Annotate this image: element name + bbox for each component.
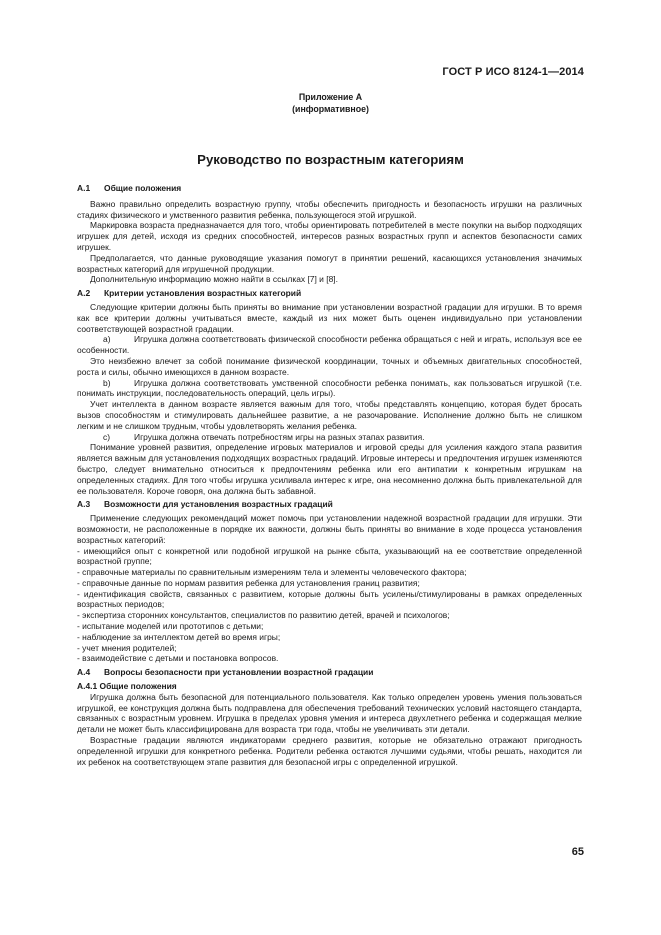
bullet-item: - идентификация свойств, связанных с развитием, которые должны быть усилены/стимулированы в рамках определенных возрастных периодов; [77,588,582,610]
paragraph: Дополнительную информацию можно найти в ссылках [7] и [8]. [90,274,338,285]
document-title: Руководство по возрастным категориям [197,152,464,167]
paragraph: Понимание уровней развития, определение игровых материалов и игровой среды для усиления каждого этапа развития является важным для установления подходящих возрастных градаций. Игровые интересы и предпочтения игрушек изменяются быстро, следует внимательно относиться к предпочтениям ребенка или его антипатии к конкретным игрушкам на определенных стадиях. Для того чтобы игрушка усиливала интерес к игре, она несомненно должна быть привлекательной для ее пользователя. Короче говоря, она должна быть забавной. [77,442,582,496]
paragraph: Это неизбежно влечет за собой понимание физической координации, точных и объемных двигательных способностей, роста и силы, обычно имеющихся в данном возрасте. [77,355,582,377]
page-number: 65 [571,846,584,858]
bullet-item: - испытание моделей или прототипов с детьми; [77,621,264,632]
subsection-heading-a41: А.4.1 Общие положения [77,681,177,692]
paragraph: Учет интеллекта в данном возрасте является важным для того, чтобы представлять концепцию, которая будет бросать вызов способностям и стимулировать дальнейшее развитие, а не разочарование. Исполнение должно быть не слишком легким и не слишком трудным, чтобы удовлетворять желания ребенка. [77,399,582,431]
annex-type: (информативное) [292,104,369,114]
bullet-item: - экспертиза сторонних консультантов, специалистов по развитию детей, врачей и психологов; [77,610,450,621]
bullet-item: - имеющийся опыт с конкретной или подобной игрушкой на рынке сбыта, указывающий на ее соответствие определенной возрастной группе; [77,545,582,567]
paragraph: Важно правильно определить возрастную группу, чтобы обеспечить пригодность и безопасность игрушки на различных стадиях физического и умственного развития ребенка, пользующегося этой игрушкой. [77,198,582,220]
bullet-item: - справочные данные по нормам развития ребенка для установления границ развития; [77,577,420,588]
bullet-item: - справочные материалы по сравнительным измерениям тела и элементы человеческого фактора; [77,567,467,578]
paragraph: Применение следующих рекомендаций может помочь при установлении надежной возрастной градации для игрушки. Эти возможности, не расположенные в порядке их важности, должны быть приняты во внимание в ходе процесса установления возрастных категорий: [77,513,582,545]
paragraph: Возрастные градации являются индикаторами среднего развития, которые не обязательно отражают пригодность определенной игрушки для конкретного ребенка. Родители ребенка остаются лучшими судьями, чтобы решать, находится ли их ребенок на соответствующем этапе развития для безопасной игры с определенной игрушкой. [77,735,582,767]
standard-code: ГОСТ Р ИСО 8124-1—2014 [442,66,584,78]
paragraph: Следующие критерии должны быть приняты во внимание при установлении возрастной градации для игрушки. В то время как все критерии должны учитываться вместе, каждый из них может быть оценен индивидуально при установлении соответствующей возрастной градации. [77,301,582,334]
list-item-c: с) Игрушка должна отвечать потребностям игры на разных этапах развития. [103,431,425,442]
section-heading-a1: А.1 Общие положения [77,183,182,193]
bullet-item: - наблюдение за интеллектом детей во время игры; [77,631,281,642]
section-heading-a3: А.3 Возможности для установления возрастных градаций [77,499,333,510]
list-item-b: b) Игрушка должна соответствовать умственной способности ребенка понимать, как пользоваться игрушкой (т.е. понимать инструкции, последовательность операций, цель игры). [77,377,582,399]
annex-title: Приложение А [298,92,363,102]
document-body [77,183,582,767]
paragraph: Игрушка должна быть безопасной для потенциального пользователя. Как только определен уровень умения пользоваться игрушкой, ее конструкция должна быть подправлена для обеспечения требований технических условий настоящего стандарта, связанных с возрастным уровнем. Игрушка в пределах уровня умения и интереса двухлетнего ребенка и содержащая мелкие детали не может быть классифицирована для возраста три года, чтобы не увеличивать эти детали. [77,691,582,735]
bullet-item: - учет мнения родителей; [77,642,177,653]
section-heading-a4: А.4 Вопросы безопасности при установлении возрастной градации [77,667,374,678]
bullet-item: - взаимодействие с детьми и постановка вопросов. [77,653,279,664]
paragraph: Маркировка возраста предназначается для того, чтобы ориентировать потребителей в месте покупки на выбор подходящих игрушек для детей, исходя из средних способностей, интересов разных возрастных групп и аспектов безопасности самих игрушек. [77,220,582,252]
paragraph: Предполагается, что данные руководящие указания помогут в принятии решений, касающихся установления значимых возрастных категорий для игрушечной продукции. [77,252,582,274]
list-item-a: а) Игрушка должна соответствовать физической способности ребенка обращаться с ней и играть, используя все ее особенности. [77,334,582,356]
section-heading-a2: А.2 Критерии установления возрастных категорий [77,288,302,299]
